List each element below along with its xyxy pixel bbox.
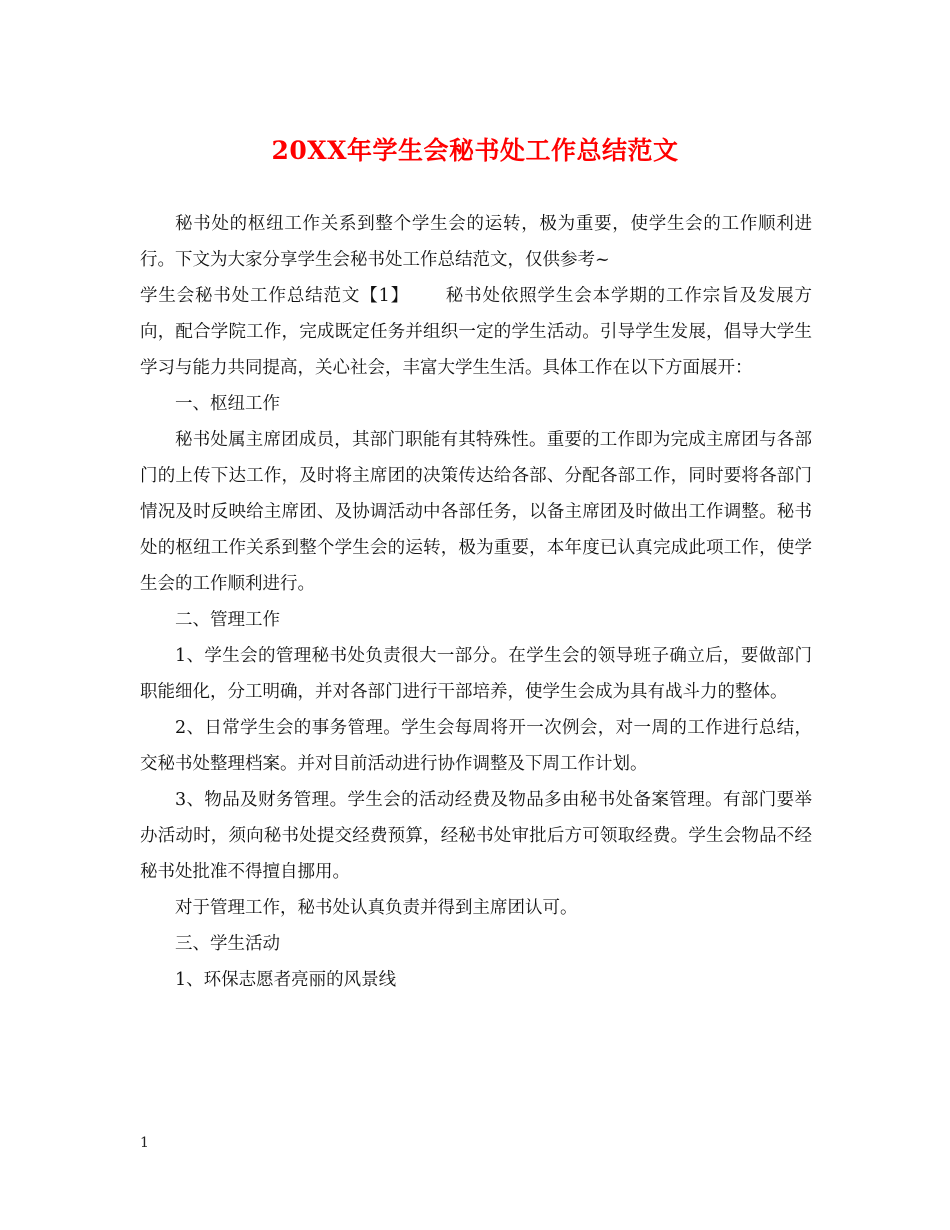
section2-item-3: 3、物品及财务管理。学生会的活动经费及物品多由秘书处备案管理。有部门要举办活动时，须向秘书处提交经费预算，经秘书处审批后方可领取经费。学生会物品不经秘书处批准不得擅自挪用。 xyxy=(140,790,812,882)
section-heading-2: 二、管理工作 xyxy=(175,610,280,630)
essay-label: 学生会秘书处工作总结范文【1】 xyxy=(140,286,409,306)
section2-item-2: 2、日常学生会的事务管理。学生会每周将开一次例会，对一周的工作进行总结，交秘书处整理档案。并对目前活动进行协作调整及下周工作计划。 xyxy=(140,718,812,774)
section1-body: 秘书处属主席团成员，其部门职能有其特殊性。重要的工作即为完成主席团与各部门的上传下达工作，及时将主席团的决策传达给各部、分配各部工作，同时要将各部门情况及时反映给主席团、及协调活动中各部任务，以备主席团及时做出工作调整。秘书处的枢纽工作关系到整个学生会的运转，极为重要，本年度已认真完成此项工作，使学生会的工作顺利进行。 xyxy=(140,430,812,594)
section3-item-1: 1、环保志愿者亮丽的风景线 xyxy=(175,970,397,990)
essay-opening-text: 秘书处依照学生会本学期的工作宗旨及发展方向，配合学院工作，完成既定任务并组织一定的学生活动。引导学生发展，倡导大学生学习与能力共同提高，关心社会，丰富大学生生活。具体工作在以下方面展开： xyxy=(140,286,812,378)
document-title: 20XX年学生会秘书处工作总结范文 xyxy=(271,136,679,165)
document-body xyxy=(140,206,812,998)
section2-summary: 对于管理工作，秘书处认真负责并得到主席团认可。 xyxy=(175,898,578,918)
section-heading-1: 一、枢纽工作 xyxy=(175,394,280,414)
section-heading-3: 三、学生活动 xyxy=(175,934,280,954)
essay-opening-paragraph xyxy=(140,278,812,386)
section2-item-1: 1、学生会的管理秘书处负责很大一部分。在学生会的领导班子确立后，要做部门职能细化，分工明确，并对各部门进行干部培养，使学生会成为具有战斗力的整体。 xyxy=(140,646,812,702)
intro-paragraph: 秘书处的枢纽工作关系到整个学生会的运转，极为重要，使学生会的工作顺利进行。下文为大家分享学生会秘书处工作总结范文，仅供参考~ xyxy=(140,214,812,270)
page-number: 1 xyxy=(140,1135,149,1151)
